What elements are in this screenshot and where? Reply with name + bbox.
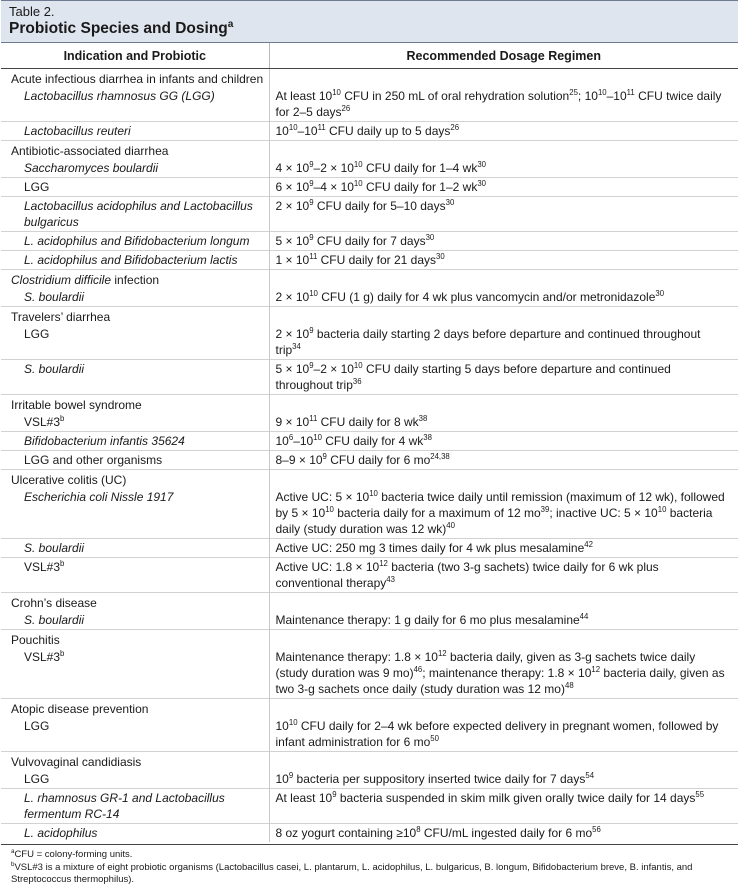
indication-heading: Crohn’s disease	[1, 593, 269, 612]
table-row	[1, 197, 738, 232]
indication-heading: Acute infectious diarrhea in infants and children	[1, 69, 269, 88]
dosage-cell: Active UC: $1.8 \times 10^{12}$ bacteria (two 3-g sachets) twice daily for 6 wk plus conventional therapy$^{43}$	[269, 558, 738, 593]
probiotic-cell: L. acidophilus	[1, 824, 269, 843]
table-row	[1, 122, 738, 141]
probiotic-cell: Bifidobacterium infantis 35624	[1, 432, 269, 451]
table-row	[1, 159, 738, 178]
indication-heading-blank	[269, 699, 738, 718]
probiotic-cell: S. boulardii	[1, 611, 269, 630]
probiotic-cell: Lactobacillus reuteri	[1, 122, 269, 141]
indication-row	[1, 752, 738, 771]
dosage-cell: 8 oz yogurt containing $\ge 10^8$ CFU/mL ingested daily for 6 $mo^{56}$	[269, 824, 738, 843]
indication-heading-blank	[269, 470, 738, 489]
table-row	[1, 432, 738, 451]
indication-heading-blank	[269, 270, 738, 289]
dosage-cell: $10^6-10^{10}$ CFU daily for 4 $wk^{38}$	[269, 432, 738, 451]
table-row	[1, 488, 738, 539]
indication-heading: Pouchitis	[1, 630, 269, 649]
indication-heading-blank	[269, 630, 738, 649]
indication-heading: Travelers’ diarrhea	[1, 307, 269, 326]
header-row	[1, 43, 738, 69]
indication-heading: Antibiotic-associated diarrhea	[1, 141, 269, 160]
table-row	[1, 824, 738, 843]
indication-heading: Clostridium difficile infection	[1, 270, 269, 289]
probiotic-cell: S. boulardii	[1, 288, 269, 307]
table-row	[1, 325, 738, 360]
dosage-cell: $2 \times 10^9$ CFU daily for 5–10 days$^{30}$	[269, 197, 738, 232]
table-row	[1, 360, 738, 395]
dosage-cell: $10^{10}$ CFU daily for 2–4 wk before expected delivery in pregnant women, followed by infant administration for 6 $mo^{50}$	[275, 718, 719, 749]
table-row	[1, 451, 738, 470]
table-number: Table 2.	[9, 4, 55, 19]
indication-heading: Vulvovaginal candidiasis	[1, 752, 269, 771]
dosage-cell: At least $10^9$ bacteria suspended in skim milk given orally twice daily for 14 days$^{55}$	[269, 789, 738, 824]
table-title-text: Probiotic Species and Dosing	[9, 20, 228, 37]
indication-heading-blank	[269, 395, 738, 414]
footnote-a: $^a$CFU = colony-forming units.	[11, 847, 133, 860]
indication-heading-blank	[269, 69, 738, 88]
dosage-cell: $9 \times 10^{11}$ CFU daily for 8 $wk^{38}$	[275, 414, 428, 429]
table-row	[1, 717, 738, 752]
indication-row	[1, 69, 738, 88]
probiotic-table-figure	[1, 0, 738, 886]
indication-row	[1, 470, 738, 489]
probiotic-cell: Saccharomyces boulardii	[1, 159, 269, 178]
title-footnote-marker: a	[227, 18, 234, 30]
dosage-cell: $1 \times 10^{11}$ CFU daily for 21 days$^{30}$	[269, 251, 738, 270]
table-row	[1, 558, 738, 593]
probiotic-cell: LGG	[1, 717, 269, 752]
indication-row	[1, 307, 738, 326]
footnote-b-text: VSL#3 is a mixture of eight probiotic organisms (Lactobacillus casei, L. plantarum, L. acidophilus, L. bulgaricus, B. longum, Bifidobacterium breve, B. infantis, and Streptococcus thermophilus).	[11, 862, 693, 885]
indication-heading: Irritable bowel syndrome	[1, 395, 269, 414]
indication-row	[1, 699, 738, 718]
dosage-cell: Maintenance therapy: 1 g daily for 6 mo plus mesalamine$^{44}$	[275, 612, 589, 627]
dosage-cell: Maintenance therapy: $1.8 \times 10^{12}$ bacteria daily, given as 3-g sachets twice daily (study duration was 9 mo)$^{46}$; maintenance therapy: $1.8 \times 10^{12}$ bacteria daily, given as two 3-g sachets once daily (study duration was 12 mo)$^{48}$	[275, 649, 725, 696]
dosage-cell: $5 \times 10^9-2 \times 10^{10}$ CFU daily starting 5 days before departure and continued throughout trip$^{36}$	[269, 360, 738, 395]
probiotic-cell: LGG	[1, 325, 269, 360]
table-row	[1, 288, 738, 307]
footnote-b: $^b$VSL#3 is a mixture of eight probiotic organisms (Lactobacillus casei, L. plantarum, L. acidophilus, L. bulgaricus, B. longum, Bifidobacterium breve, B. infantis, and Streptococcus thermophilus).	[11, 860, 693, 885]
probiotic-cell: Lactobacillus acidophilus and Lactobacillus bulgaricus	[1, 197, 269, 232]
probiotic-cell: L. acidophilus and Bifidobacterium longum	[1, 232, 269, 251]
indication-heading: Atopic disease prevention	[1, 699, 269, 718]
probiotic-cell: LGG	[1, 178, 269, 197]
probiotic-cell: LGG and other organisms	[1, 451, 269, 470]
probiotic-cell: VSL#3$^b$	[1, 558, 269, 593]
dosage-cell: $6 \times 10^9-4 \times 10^{10}$ CFU daily for 1–2 $wk^{30}$	[269, 178, 738, 197]
header-dosage: Recommended Dosage Regimen	[269, 43, 738, 69]
header-indication: Indication and Probiotic	[1, 43, 269, 69]
table-row	[1, 789, 738, 824]
table-row	[1, 648, 738, 699]
probiotic-cell: VSL#3$^b$	[1, 648, 269, 699]
table-title-box	[1, 0, 738, 43]
indication-heading-blank	[269, 593, 738, 612]
probiotic-cell: S. boulardii	[1, 539, 269, 558]
dosage-cell: $5 \times 10^9$ CFU daily for 7 days$^{30}$	[269, 232, 738, 251]
indication-row	[1, 141, 738, 160]
probiotic-cell: LGG	[1, 770, 269, 789]
indication-row	[1, 593, 738, 612]
table-title	[9, 19, 730, 38]
table-row	[1, 770, 738, 789]
table-row	[1, 611, 738, 630]
indication-row	[1, 270, 738, 289]
table-row	[1, 413, 738, 432]
dosage-cell: Active UC: 250 mg 3 times daily for 4 wk plus mesalamine$^{42}$	[269, 539, 738, 558]
dosage-cell: Active UC: $5 \times 10^{10}$ bacteria twice daily until remission (maximum of 12 wk), followed by $5 \times 10^{10}$ bacteria daily for a maximum of 12 $mo^{39}$; inactive UC: $5 \times 10^{10}$ bacteria daily (study duration was 12 wk)$^{40}$	[275, 489, 725, 536]
footnote-a-text: CFU = colony-forming units.	[14, 849, 133, 860]
table-row	[1, 87, 738, 122]
table-row	[1, 251, 738, 270]
indication-row	[1, 395, 738, 414]
table-row	[1, 539, 738, 558]
dosing-table	[1, 43, 738, 842]
indication-heading: Ulcerative colitis (UC)	[1, 470, 269, 489]
table-row	[1, 232, 738, 251]
footnotes	[1, 844, 738, 886]
indication-heading-blank	[269, 307, 738, 326]
table-row	[1, 178, 738, 197]
probiotic-cell: L. acidophilus and Bifidobacterium lactis	[1, 251, 269, 270]
indication-heading-blank	[269, 141, 738, 160]
dosage-cell: $4 \times 10^9-2 \times 10^{10}$ CFU daily for 1–4 $wk^{30}$	[275, 160, 486, 175]
probiotic-cell: Escherichia coli Nissle 1917	[1, 488, 269, 539]
dosage-cell: $8-9 \times 10^9$ CFU daily for 6 mo$^{24,38}$	[269, 451, 738, 470]
dosage-cell: $2 \times 10^9$ bacteria daily starting 2 days before departure and continued throughout trip$^{34}$	[275, 326, 701, 357]
probiotic-cell: L. rhamnosus GR-1 and Lactobacillus fermentum RC-14	[1, 789, 269, 824]
indication-heading-blank	[269, 752, 738, 771]
dosage-cell: At least $10^{10}$ CFU in 250 mL of oral rehydration solution$^{25}$; $10^{10}-10^{11}$ CFU twice daily for 2–5 days$^{26}$	[275, 88, 722, 119]
dosage-cell: $2 \times 10^{10}$ CFU (1 g) daily for 4 wk plus vancomycin and/or metronidazole$^{30}$	[275, 289, 665, 304]
probiotic-cell: S. boulardii	[1, 360, 269, 395]
dosage-cell: $10^{10}-10^{11}$ CFU daily up to 5 days$^{26}$	[269, 122, 738, 141]
table-body	[1, 69, 738, 843]
probiotic-cell: Lactobacillus rhamnosus GG (LGG)	[1, 87, 269, 122]
probiotic-cell: VSL#3$^b$	[1, 413, 269, 432]
indication-row	[1, 630, 738, 649]
dosage-cell: $10^9$ bacteria per suppository inserted twice daily for 7 days$^{54}$	[275, 771, 595, 786]
